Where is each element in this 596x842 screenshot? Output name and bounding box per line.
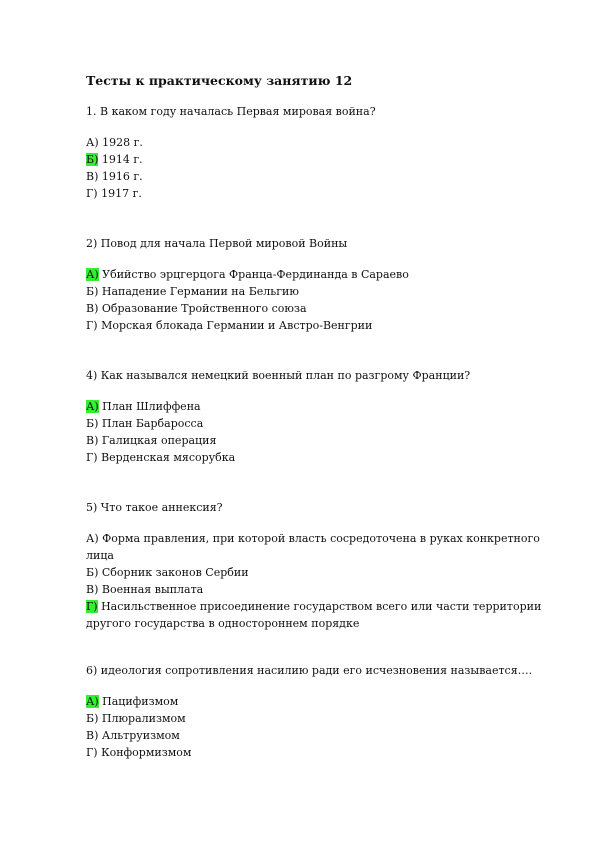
answer-text: Альтруизмом — [98, 729, 180, 742]
answer-option — [86, 432, 556, 449]
answer-option — [86, 185, 556, 202]
answer-option — [86, 317, 556, 334]
answer-text: Военная выплата — [98, 583, 204, 596]
answer-text: План Шлиффена — [98, 400, 201, 413]
answer-text: Форма правления, при которой власть сосредоточена в руках конкретного лица — [86, 532, 540, 562]
correct-answer-letter: А) — [86, 695, 99, 708]
answer-letter: В) — [86, 729, 99, 742]
answer-option — [86, 530, 556, 564]
answer-letter: В) — [86, 583, 99, 596]
question-1 — [86, 103, 556, 202]
answer-text: 1914 г. — [98, 153, 143, 166]
answer-option — [86, 564, 556, 581]
spacer — [86, 202, 556, 235]
spacer — [86, 466, 556, 499]
answer-letter: Б) — [86, 417, 99, 430]
answer-text: Насильственное присоединение государством всего или части территории другого государства в одностороннем порядке — [86, 600, 542, 630]
answer-option — [86, 398, 556, 415]
document-page — [86, 72, 556, 761]
answer-option — [86, 727, 556, 744]
answer-option — [86, 283, 556, 300]
answer-text: Морская блокада Германии и Австро-Венгрии — [97, 319, 373, 332]
answer-text: Образование Тройственного союза — [98, 302, 307, 315]
answer-letter: В) — [86, 302, 99, 315]
answer-text: Верденская мясорубка — [97, 451, 236, 464]
correct-answer-letter: Г) — [86, 600, 98, 613]
answer-letter: Г) — [86, 746, 98, 759]
answer-options — [86, 398, 556, 466]
answer-text: 1916 г. — [98, 170, 143, 183]
question-text: 2) Повод для начала Первой мировой Войны — [86, 237, 348, 250]
answer-option — [86, 266, 556, 283]
answer-options — [86, 266, 556, 334]
answer-text: Галицкая операция — [98, 434, 217, 447]
document-title: Тесты к практическому занятию 12 — [86, 73, 353, 88]
answer-option — [86, 134, 556, 151]
question-text: 5) Что такое аннексия? — [86, 501, 223, 514]
answer-text: Нападение Германии на Бельгию — [98, 285, 299, 298]
answer-text: 1928 г. — [98, 136, 143, 149]
spacer — [86, 632, 556, 662]
answer-option — [86, 168, 556, 185]
answer-text: 1917 г. — [97, 187, 142, 200]
question-6 — [86, 662, 556, 761]
answer-option — [86, 598, 556, 632]
question-4 — [86, 367, 556, 466]
answer-letter: Г) — [86, 451, 98, 464]
spacer — [86, 334, 556, 367]
answer-text: Сборник законов Сербии — [98, 566, 249, 579]
correct-answer-letter: Б) — [86, 153, 99, 166]
question-text: 4) Как назывался немецкий военный план по разгрому Франции? — [86, 369, 471, 382]
question-text: 1. В каком году началась Первая мировая война? — [86, 105, 376, 118]
answer-option — [86, 449, 556, 466]
answer-option — [86, 415, 556, 432]
answer-option — [86, 693, 556, 710]
answer-letter: Б) — [86, 712, 99, 725]
answer-option — [86, 710, 556, 727]
answer-letter: Б) — [86, 285, 99, 298]
answer-options — [86, 530, 556, 632]
answer-letter: Г) — [86, 187, 98, 200]
question-text: 6) идеология сопротивления насилию ради его исчезновения называется…. — [86, 664, 533, 677]
answer-letter: В) — [86, 434, 99, 447]
correct-answer-letter: А) — [86, 400, 99, 413]
answer-option — [86, 581, 556, 598]
answer-letter: Б) — [86, 566, 99, 579]
correct-answer-letter: А) — [86, 268, 99, 281]
answer-text: Убийство эрцгерцога Франца-Фердинанда в Сараево — [98, 268, 409, 281]
answer-letter: Г) — [86, 319, 98, 332]
answer-text: Конформизмом — [97, 746, 192, 759]
answer-text: Пацифизмом — [98, 695, 179, 708]
answer-option — [86, 151, 556, 168]
answer-letter: А) — [86, 532, 99, 545]
question-2 — [86, 235, 556, 334]
answer-option — [86, 744, 556, 761]
answer-option — [86, 300, 556, 317]
answer-text: Плюрализмом — [98, 712, 186, 725]
answer-options — [86, 693, 556, 761]
answer-letter: А) — [86, 136, 99, 149]
answer-options — [86, 134, 556, 202]
answer-letter: В) — [86, 170, 99, 183]
question-5 — [86, 499, 556, 632]
answer-text: План Барбаросса — [98, 417, 204, 430]
